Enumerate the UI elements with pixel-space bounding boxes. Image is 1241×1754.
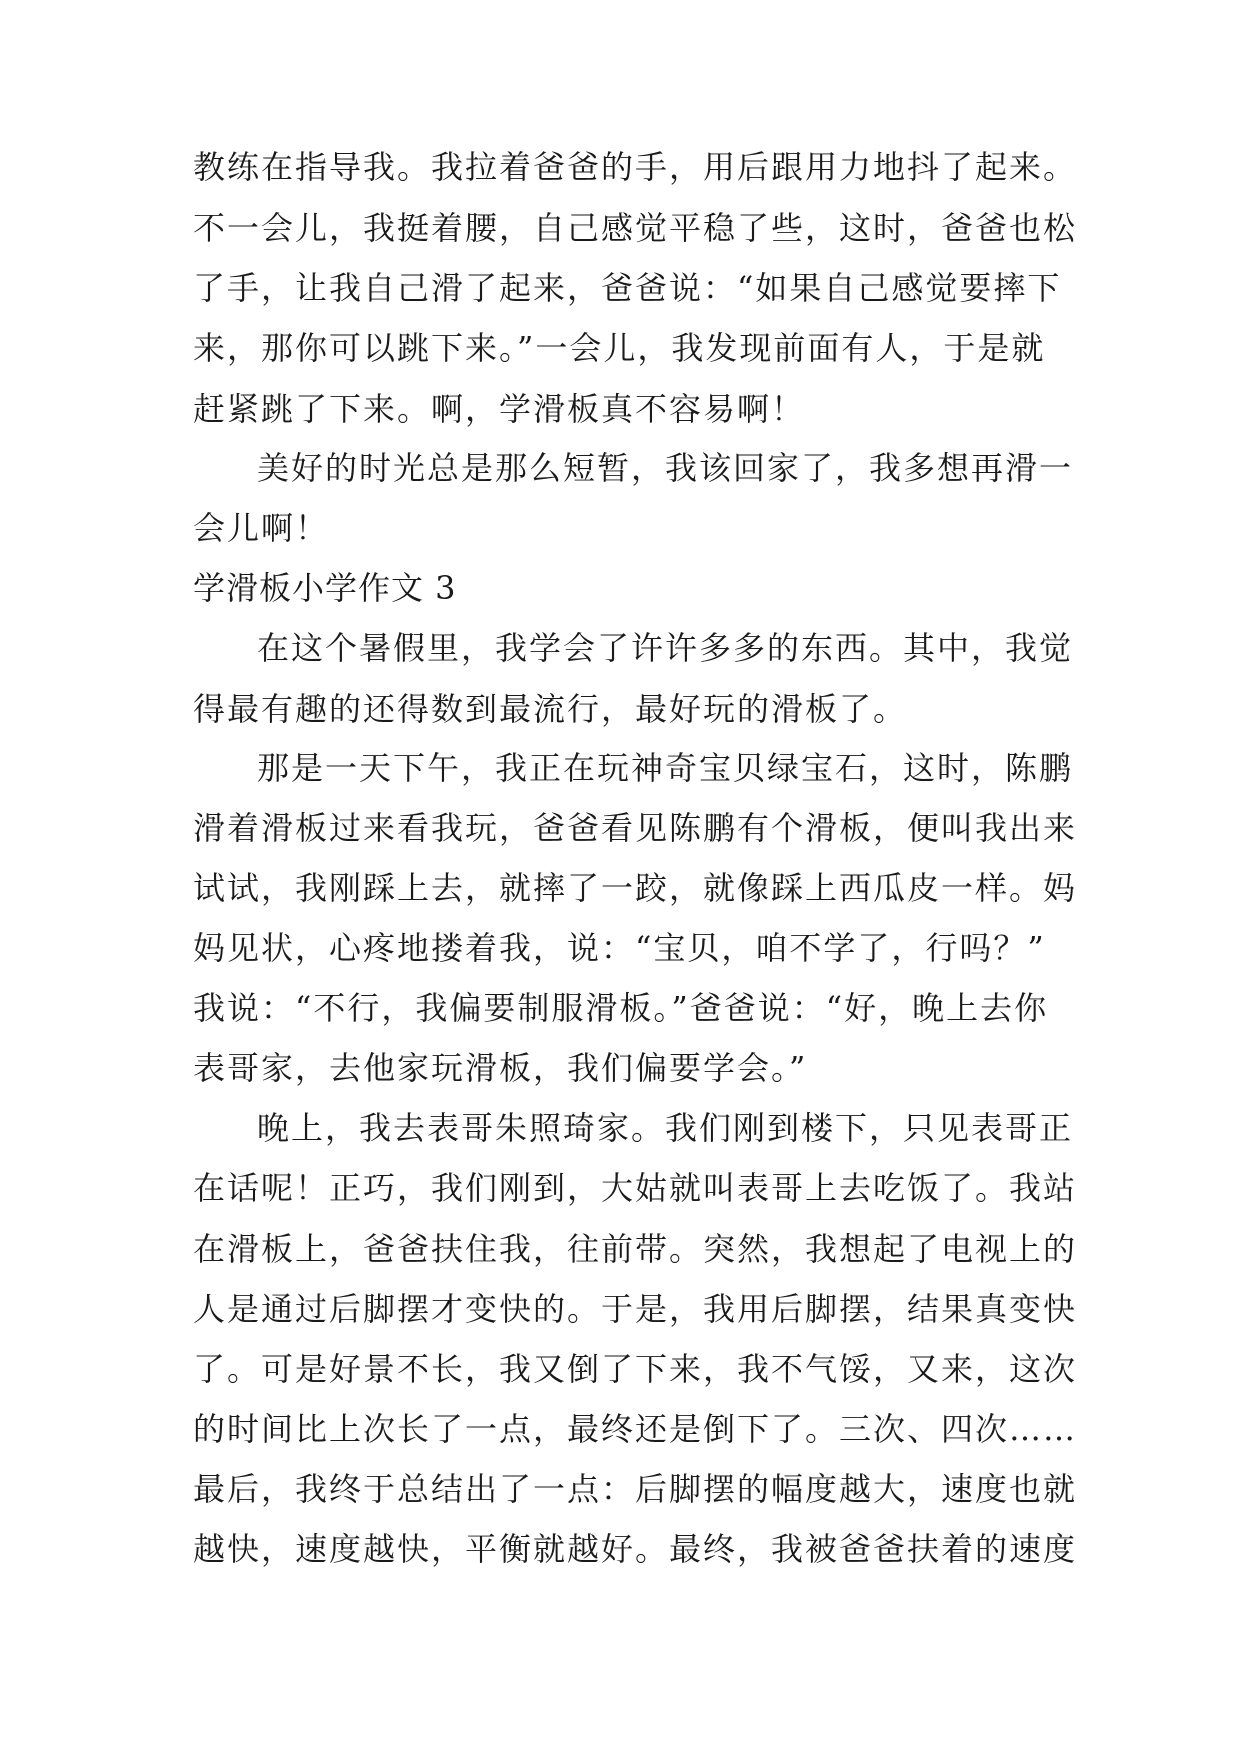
text-line: 试试，我刚踩上去，就摔了一跤，就像踩上西瓜皮一样。妈: [193, 869, 1078, 907]
text-line: 人是通过后脚摆才变快的。于是，我用后脚摆，结果真变快: [193, 1290, 1078, 1328]
paragraph-first-line: 那是一天下午，我正在玩神奇宝贝绿宝石，这时，陈鹏: [257, 749, 1074, 787]
text-line: 我说：“不行，我偏要制服滑板。”爸爸说：“好，晚上去你: [193, 989, 1049, 1027]
text-line: 了手，让我自己滑了起来，爸爸说：“如果自己感觉要摔下: [193, 269, 1062, 307]
text-line: 的时间比上次长了一点，最终还是倒下了。三次、四次……: [193, 1410, 1078, 1448]
paragraph-first-line: 晚上，我去表哥朱照琦家。我们刚到楼下，只见表哥正: [257, 1109, 1074, 1147]
text-line: 在滑板上，爸爸扶住我，往前带。突然，我想起了电视上的: [193, 1230, 1078, 1268]
text-line: 了。可是好景不长，我又倒了下来，我不气馁，又来，这次: [193, 1350, 1078, 1388]
text-line: 越快，速度越快，平衡就越好。最终，我被爸爸扶着的速度: [193, 1530, 1078, 1568]
text-line: 在话呢！正巧，我们刚到，大姑就叫表哥上去吃饭了。我站: [193, 1169, 1078, 1207]
text-line: 最后，我终于总结出了一点：后脚摆的幅度越大，速度也就: [193, 1470, 1078, 1508]
section-heading: 学滑板小学作文 3: [193, 569, 457, 607]
text-line: 表哥家，去他家玩滑板，我们偏要学会。”: [193, 1049, 808, 1087]
text-line: 来，那你可以跳下来。”一会儿，我发现前面有人，于是就: [193, 329, 1046, 367]
text-line: 教练在指导我。我拉着爸爸的手，用后跟用力地抖了起来。: [193, 148, 1078, 186]
text-line: 赶紧跳了下来。啊，学滑板真不容易啊！: [193, 390, 806, 428]
text-line: 会儿啊！: [193, 509, 330, 547]
paragraph-first-line: 美好的时光总是那么短暂，我该回家了，我多想再滑一: [257, 449, 1074, 487]
text-line: 滑着滑板过来看我玩，爸爸看见陈鹏有个滑板，便叫我出来: [193, 809, 1078, 847]
text-line: 不一会儿，我挺着腰，自己感觉平稳了些，这时，爸爸也松: [193, 209, 1078, 247]
text-line: 妈见状，心疼地搂着我，说：“宝贝，咱不学了，行吗？”: [193, 929, 1046, 967]
text-line: 得最有趣的还得数到最流行，最好玩的滑板了。: [193, 690, 908, 728]
paragraph-first-line: 在这个暑假里，我学会了许许多多的东西。其中，我觉: [257, 629, 1074, 667]
